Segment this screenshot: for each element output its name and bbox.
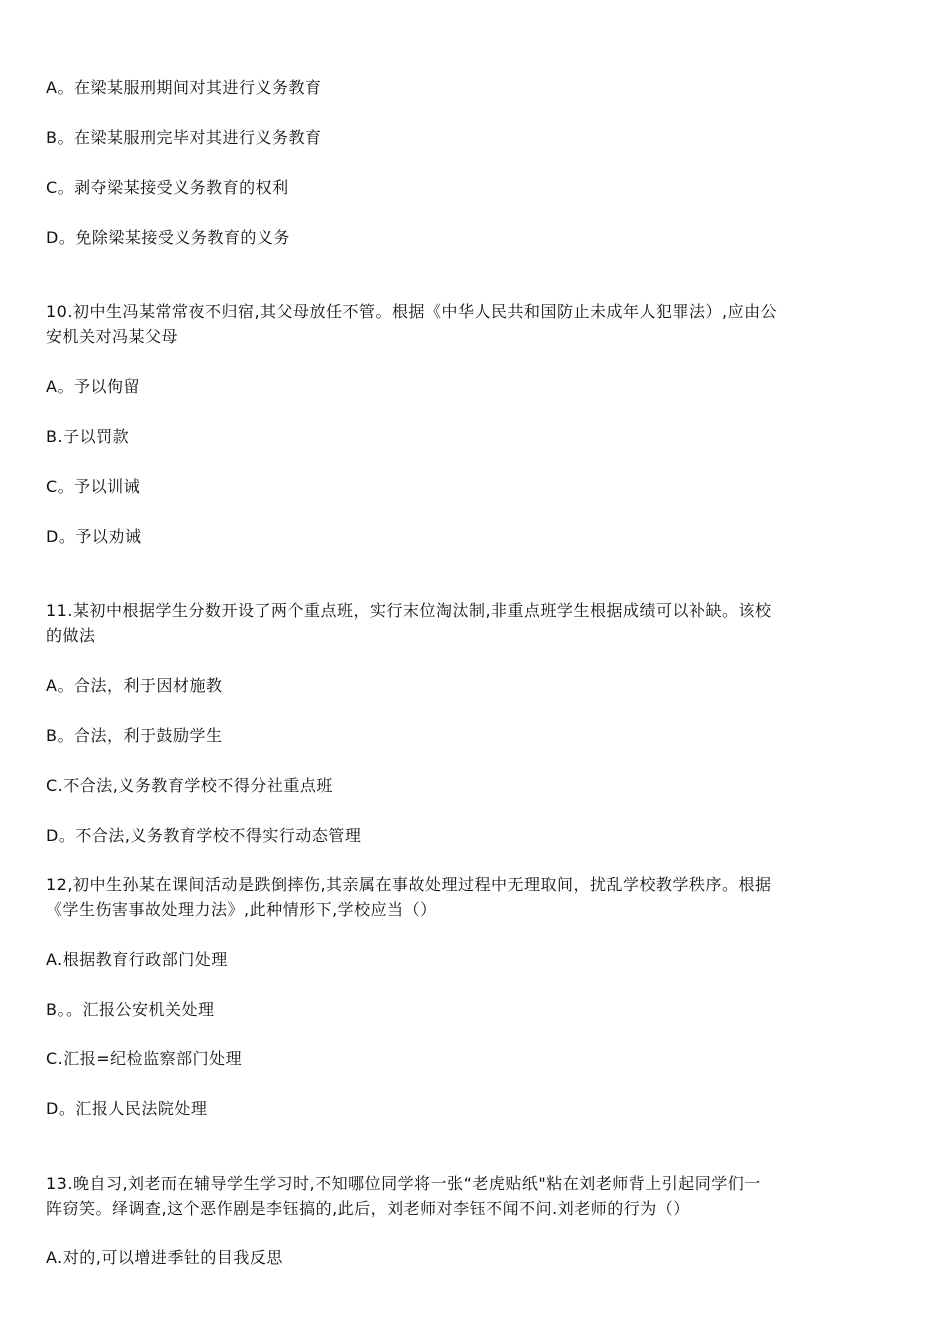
q12-option-b: B。。汇报公安机关处理 — [46, 1000, 215, 1019]
q9-option-a: A。在梁某服刑期间对其进行义务教育 — [46, 78, 322, 97]
q9-option-c: C。剥夺梁某接受义务教育的权利 — [46, 178, 289, 197]
q9-option-d: D。免除梁某接受义务教育的义务 — [46, 228, 290, 247]
q12-option-a: A.根据教育行政部门处理 — [46, 950, 228, 969]
q12-option-c: C.汇报=纪检监察部门处理 — [46, 1049, 243, 1068]
q10-stem-line-1: 10.初中生冯某常常夜不归宿,其父母放任不管。根据《中华人民共和国防止未成年人犯罪法）,应由公 — [46, 302, 778, 321]
q11-option-c: C.不合法,义务教育学校不得分社重点班 — [46, 776, 333, 795]
q11-option-a: A。合法，利于因材施教 — [46, 676, 223, 695]
q12-stem-line-2: 《学生伤害事故处理力法》,此种情形下,学校应当（） — [46, 900, 437, 919]
q11-stem-line-2: 的做法 — [46, 626, 96, 645]
q12-stem-line-1: 12,初中生孙某在课间活动是跌倒摔伤,其亲属在事故处理过程中无理取间，扰乱学校教学秩序。根据 — [46, 875, 772, 894]
q11-stem-line-1: 11.某初中根据学生分数开设了两个重点班，实行末位淘汰制,非重点班学生根据成绩可以补缺。该校 — [46, 601, 772, 620]
q10-option-c: C。予以训诫 — [46, 477, 141, 496]
q13-option-a: A.对的,可以增进季钍的目我反思 — [46, 1248, 283, 1267]
q10-stem-line-2: 安机关对冯某父母 — [46, 327, 179, 346]
q11-option-b: B。合法，利于鼓励学生 — [46, 726, 223, 745]
q13-stem-line-1: 13.晚自习,刘老而在辅导学生学习时,不知哪位同学将一张“老虎贴纸"粘在刘老师背上引起同学们一 — [46, 1174, 761, 1193]
q12-option-d: D。汇报人民法院处理 — [46, 1099, 208, 1118]
q10-option-a: A。予以佝留 — [46, 377, 140, 396]
q10-option-b: B.子以罚款 — [46, 427, 130, 446]
q13-stem-line-2: 阵窃笑。绎调查,这个恶作剧是李钰搞的,此后，刘老师对李钰不闻不问.刘老师的行为（） — [46, 1199, 690, 1218]
q11-option-d: D。不合法,义务教育学校不得实行动态管理 — [46, 826, 362, 845]
q9-option-b: B。在梁某服刑完毕对其进行义务教育 — [46, 128, 322, 147]
q10-option-d: D。予以劝诫 — [46, 527, 142, 546]
